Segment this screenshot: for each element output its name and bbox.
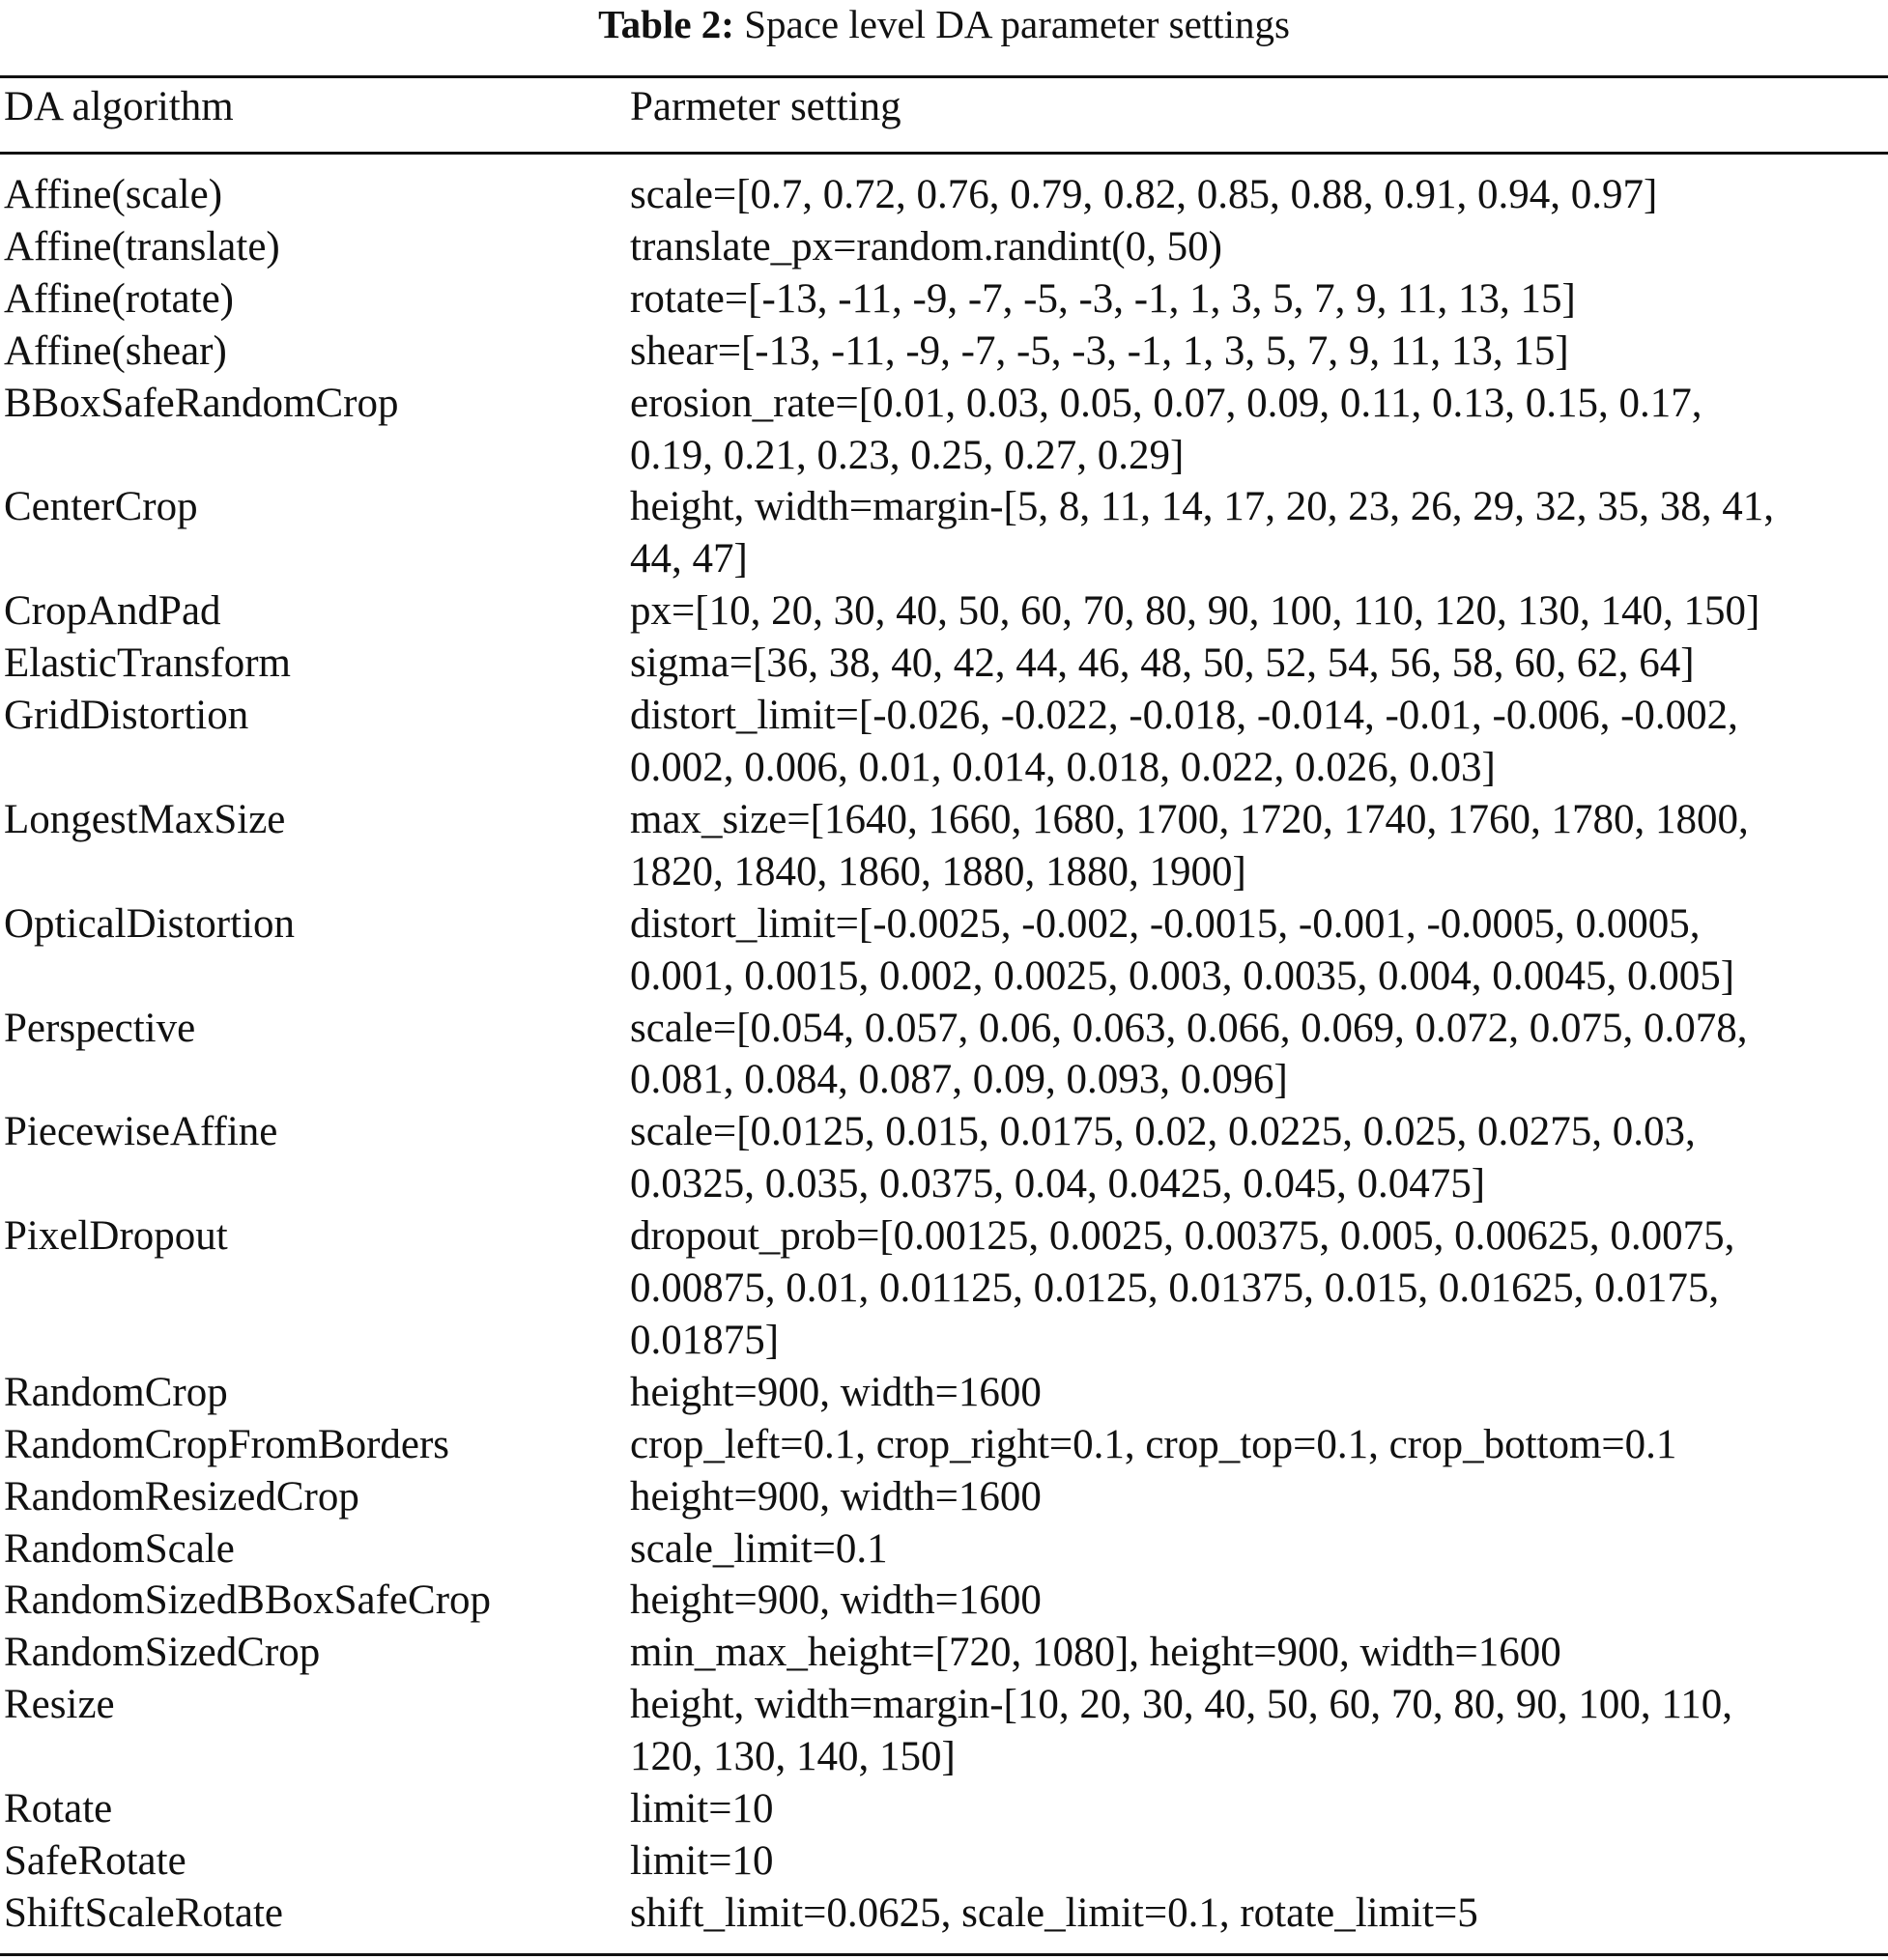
parameter-setting: dropout_prob=[0.00125, 0.0025, 0.00375, 0.005, 0.00625, 0.0075, 0.00875, 0.01, 0.01125, 0.0125, 0.01375, 0.015, 0.01625, 0.0175, 0.01875] <box>630 1213 1735 1363</box>
algorithm-name: CenterCrop <box>4 484 198 530</box>
algorithm-name: RandomCrop <box>4 1369 228 1415</box>
table-row <box>0 898 1888 1003</box>
table-row <box>0 1003 1888 1107</box>
algorithm-name: Affine(translate) <box>4 223 280 270</box>
table-row <box>0 1523 1888 1576</box>
algorithm-name: CropAndPad <box>4 588 221 635</box>
table-caption <box>0 0 1888 48</box>
algorithm-name: ElasticTransform <box>4 640 291 687</box>
table-row <box>0 1210 1888 1367</box>
parameter-setting: scale=[0.0125, 0.015, 0.0175, 0.02, 0.0225, 0.025, 0.0275, 0.03, 0.0325, 0.035, 0.0375, 0.04, 0.0425, 0.045, 0.0475] <box>630 1109 1696 1207</box>
algorithm-name: Affine(scale) <box>4 172 223 217</box>
algorithm-name: ShiftScaleRotate <box>4 1889 283 1936</box>
parameter-setting: min_max_height=[720, 1080], height=900, width=1600 <box>630 1630 1561 1676</box>
table-caption-label: Table 2: <box>598 2 734 46</box>
parameter-setting: limit=10 <box>630 1838 774 1884</box>
table-row <box>0 481 1888 585</box>
parameter-setting: sigma=[36, 38, 40, 42, 44, 46, 48, 50, 52, 54, 56, 58, 60, 62, 64] <box>630 640 1695 687</box>
algorithm-name: RandomCropFromBorders <box>4 1421 450 1467</box>
table-caption-text: Space level DA parameter settings <box>744 2 1290 46</box>
parameter-setting: scale_limit=0.1 <box>630 1525 888 1572</box>
table-row <box>0 1471 1888 1523</box>
table-row <box>0 378 1888 482</box>
table-row <box>0 794 1888 898</box>
table-row <box>0 326 1888 378</box>
parameter-setting: height, width=margin-[10, 20, 30, 40, 50, 60, 70, 80, 90, 100, 110, 120, 130, 140, 150] <box>630 1682 1732 1780</box>
parameter-setting: height=900, width=1600 <box>630 1577 1042 1624</box>
parameter-setting: translate_px=random.randint(0, 50) <box>630 223 1222 270</box>
parameter-setting: crop_left=0.1, crop_right=0.1, crop_top=0.1, crop_bottom=0.1 <box>630 1421 1677 1467</box>
algorithm-name: Affine(rotate) <box>4 275 234 322</box>
table-row <box>0 1783 1888 1835</box>
parameter-setting: limit=10 <box>630 1786 774 1832</box>
algorithm-name: Resize <box>4 1682 115 1728</box>
algorithm-name: GridDistortion <box>4 693 249 739</box>
parameter-setting: distort_limit=[-0.026, -0.022, -0.018, -0.014, -0.01, -0.006, -0.002, 0.002, 0.006, 0.01, 0.014, 0.018, 0.022, 0.026, 0.03] <box>630 693 1738 790</box>
algorithm-name: Rotate <box>4 1786 113 1832</box>
algorithm-name: Perspective <box>4 1005 196 1051</box>
table-row <box>0 1627 1888 1679</box>
parameter-setting: height=900, width=1600 <box>630 1473 1042 1520</box>
table-row <box>0 1835 1888 1888</box>
algorithm-name: PiecewiseAffine <box>4 1109 278 1155</box>
table-row <box>0 1679 1888 1783</box>
algorithm-name: RandomScale <box>4 1525 235 1572</box>
parameter-setting: rotate=[-13, -11, -9, -7, -5, -3, -1, 1, 3, 5, 7, 9, 11, 13, 15] <box>630 275 1576 322</box>
parameter-setting: shear=[-13, -11, -9, -7, -5, -3, -1, 1, 3, 5, 7, 9, 11, 13, 15] <box>630 327 1569 374</box>
parameter-setting: shift_limit=0.0625, scale_limit=0.1, rotate_limit=5 <box>630 1889 1478 1936</box>
table-row <box>0 221 1888 273</box>
parameter-setting: scale=[0.054, 0.057, 0.06, 0.063, 0.066, 0.069, 0.072, 0.075, 0.078, 0.081, 0.084, 0.087, 0.09, 0.093, 0.096] <box>630 1005 1748 1103</box>
parameter-setting: scale=[0.7, 0.72, 0.76, 0.79, 0.82, 0.85, 0.88, 0.91, 0.94, 0.97] <box>630 172 1658 217</box>
table-row <box>0 1106 1888 1210</box>
table-row <box>0 1367 1888 1419</box>
parameter-setting: erosion_rate=[0.01, 0.03, 0.05, 0.07, 0.09, 0.11, 0.13, 0.15, 0.17, 0.19, 0.21, 0.23, 0.25, 0.27, 0.29] <box>630 380 1702 478</box>
algorithm-name: RandomSizedCrop <box>4 1630 321 1676</box>
header-parameter-setting: Parmeter setting <box>630 84 901 129</box>
algorithm-name: Affine(shear) <box>4 327 227 374</box>
parameter-setting: distort_limit=[-0.0025, -0.002, -0.0015, -0.001, -0.0005, 0.0005, 0.001, 0.0015, 0.002, 0.0025, 0.003, 0.0035, 0.004, 0.0045, 0.005] <box>630 900 1735 999</box>
table-row <box>0 1575 1888 1627</box>
table-row <box>0 1419 1888 1471</box>
table-row <box>0 690 1888 794</box>
algorithm-name: RandomResizedCrop <box>4 1473 359 1520</box>
table-header-rule <box>0 152 1888 155</box>
table-top-rule <box>0 75 1888 78</box>
table-row <box>0 169 1888 221</box>
parameter-setting: px=[10, 20, 30, 40, 50, 60, 70, 80, 90, 100, 110, 120, 130, 140, 150] <box>630 588 1760 635</box>
algorithm-name: BBoxSafeRandomCrop <box>4 380 399 426</box>
table-row <box>0 638 1888 690</box>
table-row <box>0 585 1888 638</box>
parameter-setting: height=900, width=1600 <box>630 1369 1042 1415</box>
table-row <box>0 1888 1888 1940</box>
algorithm-name: PixelDropout <box>4 1213 228 1260</box>
parameter-setting: height, width=margin-[5, 8, 11, 14, 17, 20, 23, 26, 29, 32, 35, 38, 41, 44, 47] <box>630 484 1774 582</box>
algorithm-name: SafeRotate <box>4 1838 186 1884</box>
parameter-setting: max_size=[1640, 1660, 1680, 1700, 1720, 1740, 1760, 1780, 1800, 1820, 1840, 1860, 1880, 1880, 1900] <box>630 796 1749 895</box>
table-bottom-rule <box>0 1953 1888 1956</box>
algorithm-name: OpticalDistortion <box>4 900 295 947</box>
algorithm-name: LongestMaxSize <box>4 796 286 842</box>
algorithm-name: RandomSizedBBoxSafeCrop <box>4 1577 492 1624</box>
header-da-algorithm: DA algorithm <box>4 84 234 129</box>
table-row <box>0 273 1888 326</box>
table-body <box>0 169 1888 1940</box>
